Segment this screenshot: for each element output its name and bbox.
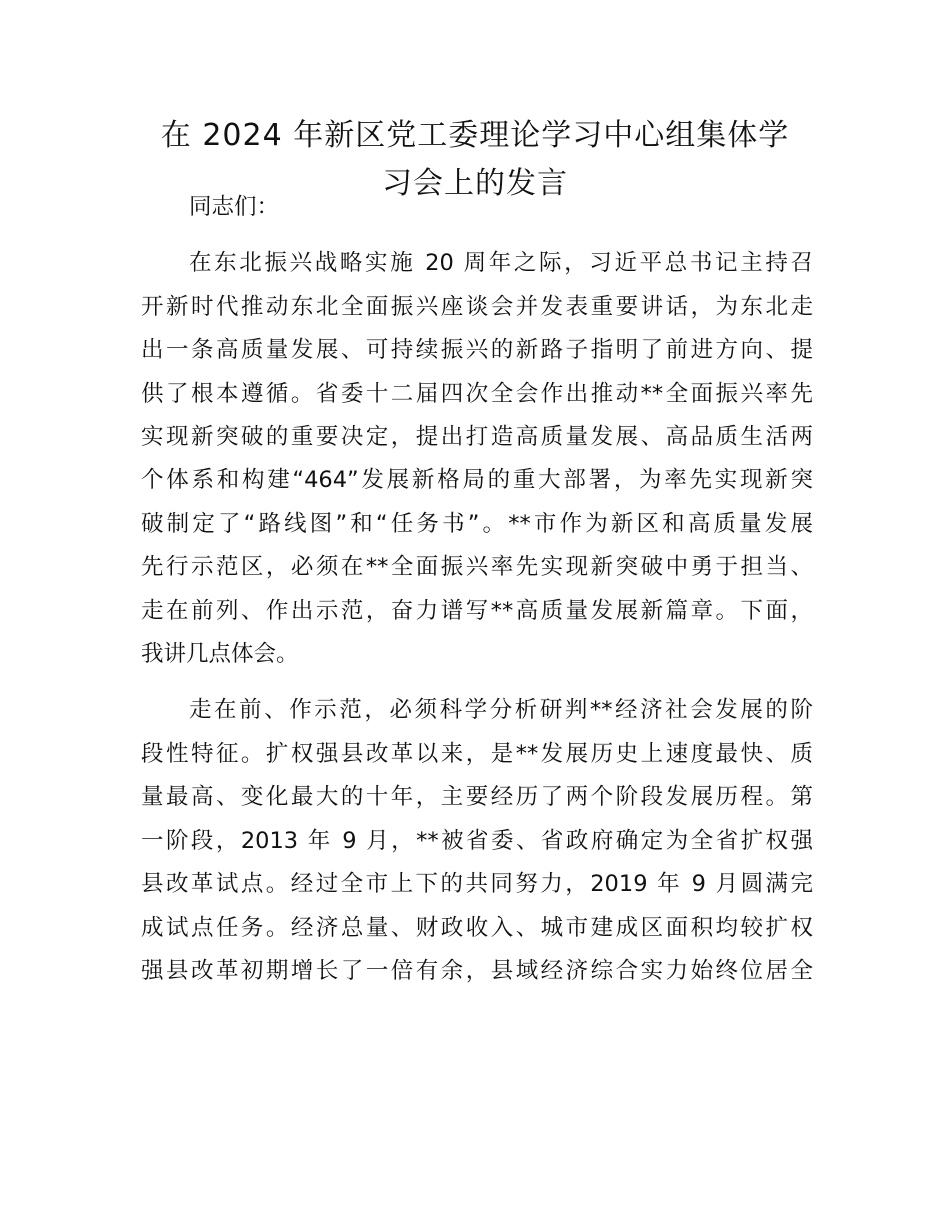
paragraph-line: 我讲几点体会。	[141, 641, 299, 668]
title-line: 在 2024 年新区党工委理论学习中心组集体学	[160, 118, 790, 153]
paragraph-2	[141, 689, 813, 993]
paragraph-line: 走在前列、作出示范，奋力谱写**高质量发展新篇章。下面，	[141, 597, 813, 624]
paragraph-line: 量最高、变化最大的十年，主要经历了两个阶段发展历程。第	[141, 784, 813, 811]
paragraph-line: 出一条高质量发展、可持续振兴的新路子指明了前进方向、提	[141, 337, 813, 364]
document-body	[141, 186, 813, 993]
paragraph-1	[141, 242, 813, 676]
greeting-text: 同志们：	[189, 194, 280, 220]
paragraph-line: 个体系和构建“464”发展新格局的重大部署，为率先实现新突	[141, 467, 813, 494]
paragraph-line: 段性特征。扩权强县改革以来，是**发展历史上速度最快、质	[141, 740, 813, 767]
paragraph-line: 开新时代推动东北全面振兴座谈会并发表重要讲话，为东北走	[141, 293, 813, 320]
greeting	[141, 186, 813, 229]
paragraph-line: 一阶段，2013 年 9 月，**被省委、省政府确定为全省扩权强	[141, 827, 813, 854]
paragraph-line: 成试点任务。经济总量、财政收入、城市建成区面积均较扩权	[141, 914, 813, 941]
paragraph-line: 走在前、作示范，必须科学分析研判**经济社会发展的阶	[189, 697, 813, 724]
paragraph-line: 破制定了“路线图”和“任务书”。**市作为新区和高质量发展	[141, 510, 813, 537]
paragraph-line: 县改革试点。经过全市上下的共同努力，2019 年 9 月圆满完	[141, 871, 813, 898]
paragraph-line: 供了根本遵循。省委十二届四次全会作出推动**全面振兴率先	[141, 380, 813, 407]
paragraph-line: 强县改革初期增长了一倍有余，县域经济综合实力始终位居全	[141, 957, 813, 984]
title-line: 习会上的发言	[382, 166, 568, 201]
paragraph-line: 实现新突破的重要决定，提出打造高质量发展、高品质生活两	[141, 424, 813, 451]
paragraph-line: 先行示范区，必须在**全面振兴率先实现新突破中勇于担当、	[141, 554, 813, 581]
paragraph-line: 在东北振兴战略实施 20 周年之际，习近平总书记主持召	[189, 250, 813, 277]
